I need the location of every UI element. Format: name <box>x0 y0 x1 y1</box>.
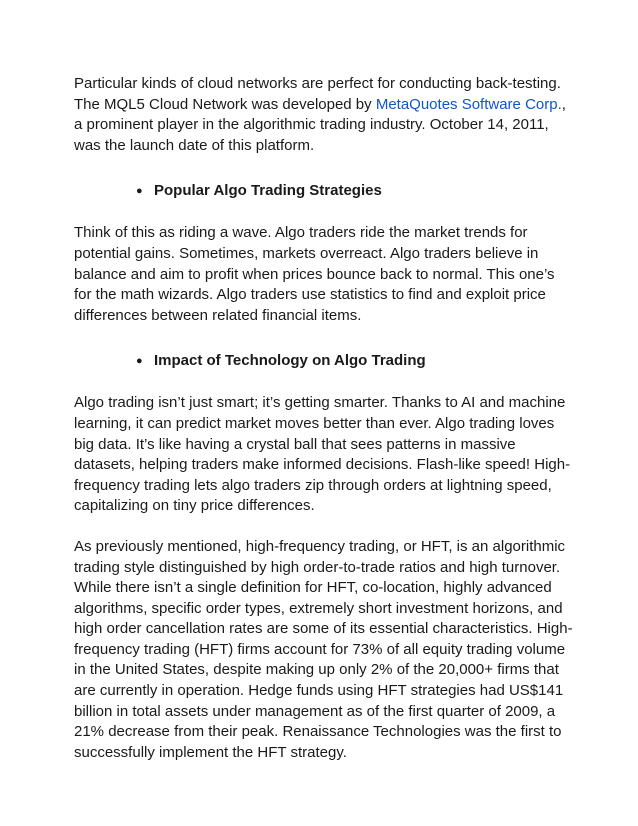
heading-text: Impact of Technology on Algo Trading <box>154 352 426 370</box>
bullet-icon: ● <box>136 355 143 368</box>
technology-paragraph: Algo trading isn’t just smart; it’s getting smarter. Thanks to AI and machine learning, it can predict market moves better than ever. Algo trading loves big data. It’s like having a crystal ball that sees patterns in massive datasets, helping traders make informed decisions. Flash-like speed! High-frequency trading lets algo traders zip through orders at lightning speed, capitalizing on tiny price differences. <box>74 394 571 515</box>
heading-text: Popular Algo Trading Strategies <box>154 182 382 200</box>
intro-text-end: , a prominent player in the algorithmic trading industry. October 14, 2011, was the launch date of this platform. <box>74 95 566 154</box>
metaquotes-link[interactable]: MetaQuotes Software Corp. <box>375 95 562 113</box>
heading-popular-strategies <box>136 181 574 201</box>
intro-text-start: Particular kinds of cloud networks are perfect for conducting back-testing. The MQL5 Cloud Network was developed by <box>74 75 561 113</box>
hft-paragraph: As previously mentioned, high-frequency trading, or HFT, is an algorithmic trading style distinguished by high order-to-trade ratios and high turnover. While there isn’t a single definition for HFT, co-location, highly advanced algorithms, specific order types, extremely short investment horizons, and high order cancellation rates are some of its essential characteristics. High-frequency trading (HFT) firms account for 73% of all equity trading volume in the United States, despite making up only 2% of the 20,000+ firms that are currently in operation. Hedge funds using HFT strategies had US$141 billion in total assets under management as of the first quarter of 2009, a 21% decrease from their peak. Renaissance Technologies was the first to successfully implement the HFT strategy. <box>74 537 573 761</box>
intro-paragraph <box>74 74 574 156</box>
heading-technology-impact <box>136 351 574 371</box>
bullet-icon: ● <box>136 185 143 198</box>
document-page <box>74 74 574 763</box>
strategies-paragraph: Think of this as riding a wave. Algo traders ride the market trends for potential gains. Sometimes, markets overreact. Algo traders believe in balance and aim to profit when prices bounce back to normal. This one’s for the math wizards. Algo traders use statistics to find and exploit price differences between related financial items. <box>74 224 555 324</box>
